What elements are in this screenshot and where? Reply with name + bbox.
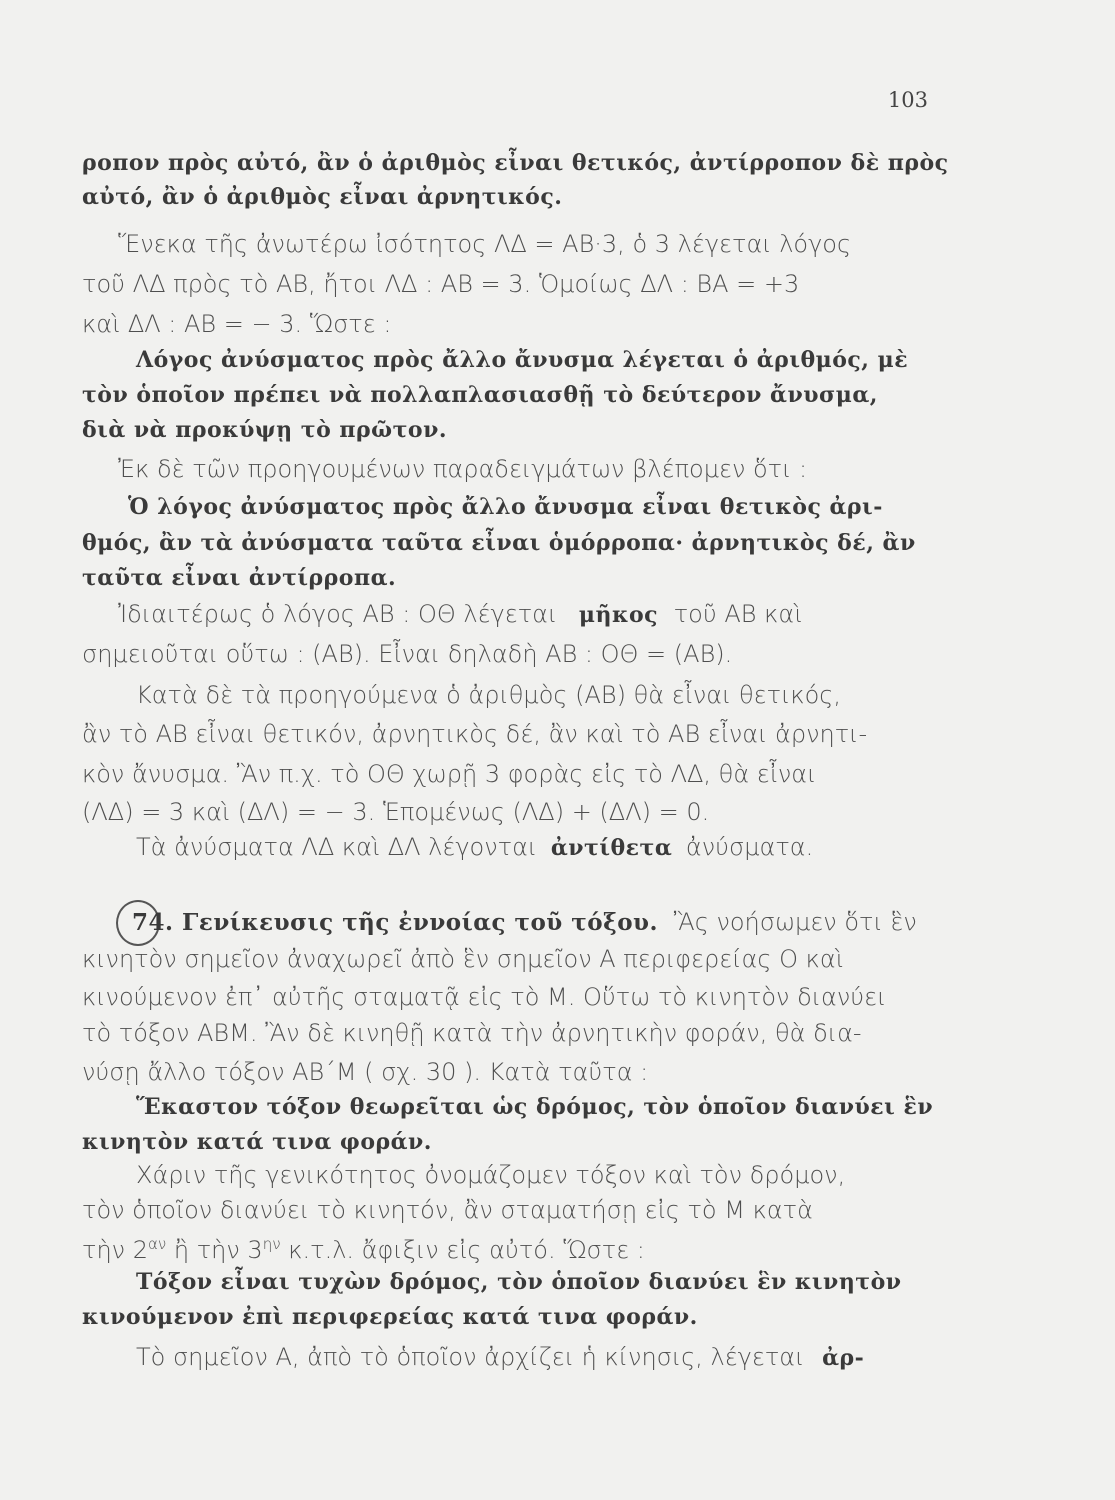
bold-term-mikos: μῆκος xyxy=(578,602,659,628)
text-line: ἂν τὸ ΑΒ εἶναι θετικόν, ἀρνητικὸς δέ, ἂν καὶ τὸ ΑΒ εἶναι ἀρνητι- xyxy=(82,720,868,748)
text-line xyxy=(136,830,813,865)
text-segment: τὴν 2 xyxy=(82,1236,148,1264)
text-segment: Τὸ σημεῖον Α, ἀπὸ τὸ ὁποῖον ἀρχίζει ἡ κίνησις, λέγεται xyxy=(136,1343,805,1371)
text-segment: ἢ τὴν 3 xyxy=(173,1236,263,1264)
text-line xyxy=(118,597,802,632)
definition-line: κινητὸν κατά τινα φοράν. xyxy=(82,1129,432,1155)
definition-line: θμός, ἂν τὰ ἀνύσματα ταῦτα εἶναι ὁμόρροπα· ἀρνητικὸς δέ, ἂν xyxy=(82,530,916,556)
text-line: κινούμενον ἐπ᾽ αὐτῆς σταματᾷ εἰς τὸ Μ. Οὕτω τὸ κινητὸν διανύει xyxy=(82,983,887,1011)
text-segment: Ἂς νοήσωμεν ὅτι ἓν xyxy=(673,908,917,936)
definition-line: Ἕκαστον τόξον θεωρεῖται ὡς δρόμος, τὸν ὁποῖον διανύει ἓν xyxy=(136,1094,934,1120)
superscript: αν xyxy=(147,1235,167,1253)
text-line: σημειοῦται οὕτω : (ΑΒ). Εἶναι δηλαδὴ ΑΒ : ΟΘ = (ΑΒ). xyxy=(82,640,733,668)
definition-line: Τόξον εἶναι τυχὼν δρόμος, τὸν ὁποῖον διανύει ἓν κινητὸν xyxy=(136,1269,902,1295)
text-line: τὸν ὁποῖον διανύει τὸ κινητόν, ἂν σταματήσῃ εἰς τὸ Μ κατὰ xyxy=(82,1196,813,1224)
definition-line: Λόγος ἀνύσματος πρὸς ἄλλο ἄνυσμα λέγεται ὁ ἀριθμός, μὲ xyxy=(136,347,909,373)
text-line: Χάριν τῆς γενικότητος ὀνομάζομεν τόξον καὶ τὸν δρόμον, xyxy=(136,1161,846,1189)
text-segment: Ἰδιαιτέρως ὁ λόγος ΑΒ : ΟΘ λέγεται xyxy=(118,600,558,628)
text-line: ροπον πρὸς αὐτό, ἂν ὁ ἀριθμὸς εἶναι θετικός, ἀντίρροπον δὲ πρὸς xyxy=(82,150,949,176)
text-line: Ἕνεκα τῆς ἀνωτέρω ἰσότητος ΛΔ = ΑΒ·3, ὁ 3 λέγεται λόγος xyxy=(118,230,852,258)
page-number: 103 xyxy=(887,88,928,112)
bold-term-antitheta: ἀντίθετα xyxy=(550,835,673,861)
text-line: τοῦ ΛΔ πρὸς τὸ ΑΒ, ἤτοι ΛΔ : ΑΒ = 3. Ὁμοίως ΔΛ : ΒΑ = +3 xyxy=(82,270,800,298)
definition-line: κινούμενον ἐπὶ περιφερείας κατά τινα φοράν. xyxy=(82,1304,698,1330)
text-segment: τοῦ ΑΒ καὶ xyxy=(673,600,803,628)
text-segment: Τὰ ἀνύσματα ΛΔ καὶ ΔΛ λέγονται xyxy=(136,833,538,861)
text-line: Ἐκ δὲ τῶν προηγουμένων παραδειγμάτων βλέπομεν ὅτι : xyxy=(118,455,808,483)
text-line: (ΛΔ) = 3 καὶ (ΔΛ) = − 3. Ἑπομένως (ΛΔ) + (ΔΛ) = 0. xyxy=(82,798,710,826)
definition-line: Ὁ λόγος ἀνύσματος πρὸς ἄλλο ἄνυσμα εἶναι θετικὸς ἀρι- xyxy=(128,494,883,520)
text-line: κινητὸν σημεῖον ἀναχωρεῖ ἀπὸ ἓν σημεῖον Α περιφερείας Ο καὶ xyxy=(82,945,844,973)
text-line: αὐτό, ἂν ὁ ἀριθμὸς εἶναι ἀρνητικός. xyxy=(82,184,563,210)
text-line: Κατὰ δὲ τὰ προηγούμενα ὁ ἀριθμὸς (ΑΒ) θὰ εἶναι θετικός, xyxy=(136,681,842,709)
section-heading: 74. Γενίκευσις τῆς ἐννοίας τοῦ τόξου. xyxy=(132,909,659,936)
superscript: ην xyxy=(262,1235,281,1253)
definition-line: διὰ νὰ προκύψῃ τὸ πρῶτον. xyxy=(82,417,448,443)
text-line: νύσῃ ἄλλο τόξον ΑΒ΄Μ ( σχ. 30 ). Κατὰ ταῦτα : xyxy=(82,1058,649,1086)
definition-line: τὸν ὁποῖον πρέπει νὰ πολλαπλασιασθῇ τὸ δεύτερον ἄνυσμα, xyxy=(82,382,878,408)
definition-line: ταῦτα εἶναι ἀντίρροπα. xyxy=(82,565,397,591)
text-line: καὶ ΔΛ : ΑΒ = − 3. Ὥστε : xyxy=(82,310,392,338)
text-line: τὸ τόξον ΑΒΜ. Ἂν δὲ κινηθῇ κατὰ τὴν ἀρνητικὴν φοράν, θὰ δια- xyxy=(82,1019,862,1047)
bold-term-fragment: ἀρ- xyxy=(822,1345,865,1371)
text-line: κὸν ἄνυσμα. Ἂν π.χ. τὸ ΟΘ χωρῇ 3 φορὰς εἰς τὸ ΛΔ, θὰ εἶναι xyxy=(82,760,817,788)
text-line xyxy=(136,1340,864,1375)
text-segment: κ.τ.λ. ἄφιξιν εἰς αὐτό. Ὥστε : xyxy=(288,1236,645,1264)
text-line xyxy=(82,1227,645,1267)
section-heading-line xyxy=(132,905,917,940)
text-segment: ἀνύσματα. xyxy=(685,833,814,861)
